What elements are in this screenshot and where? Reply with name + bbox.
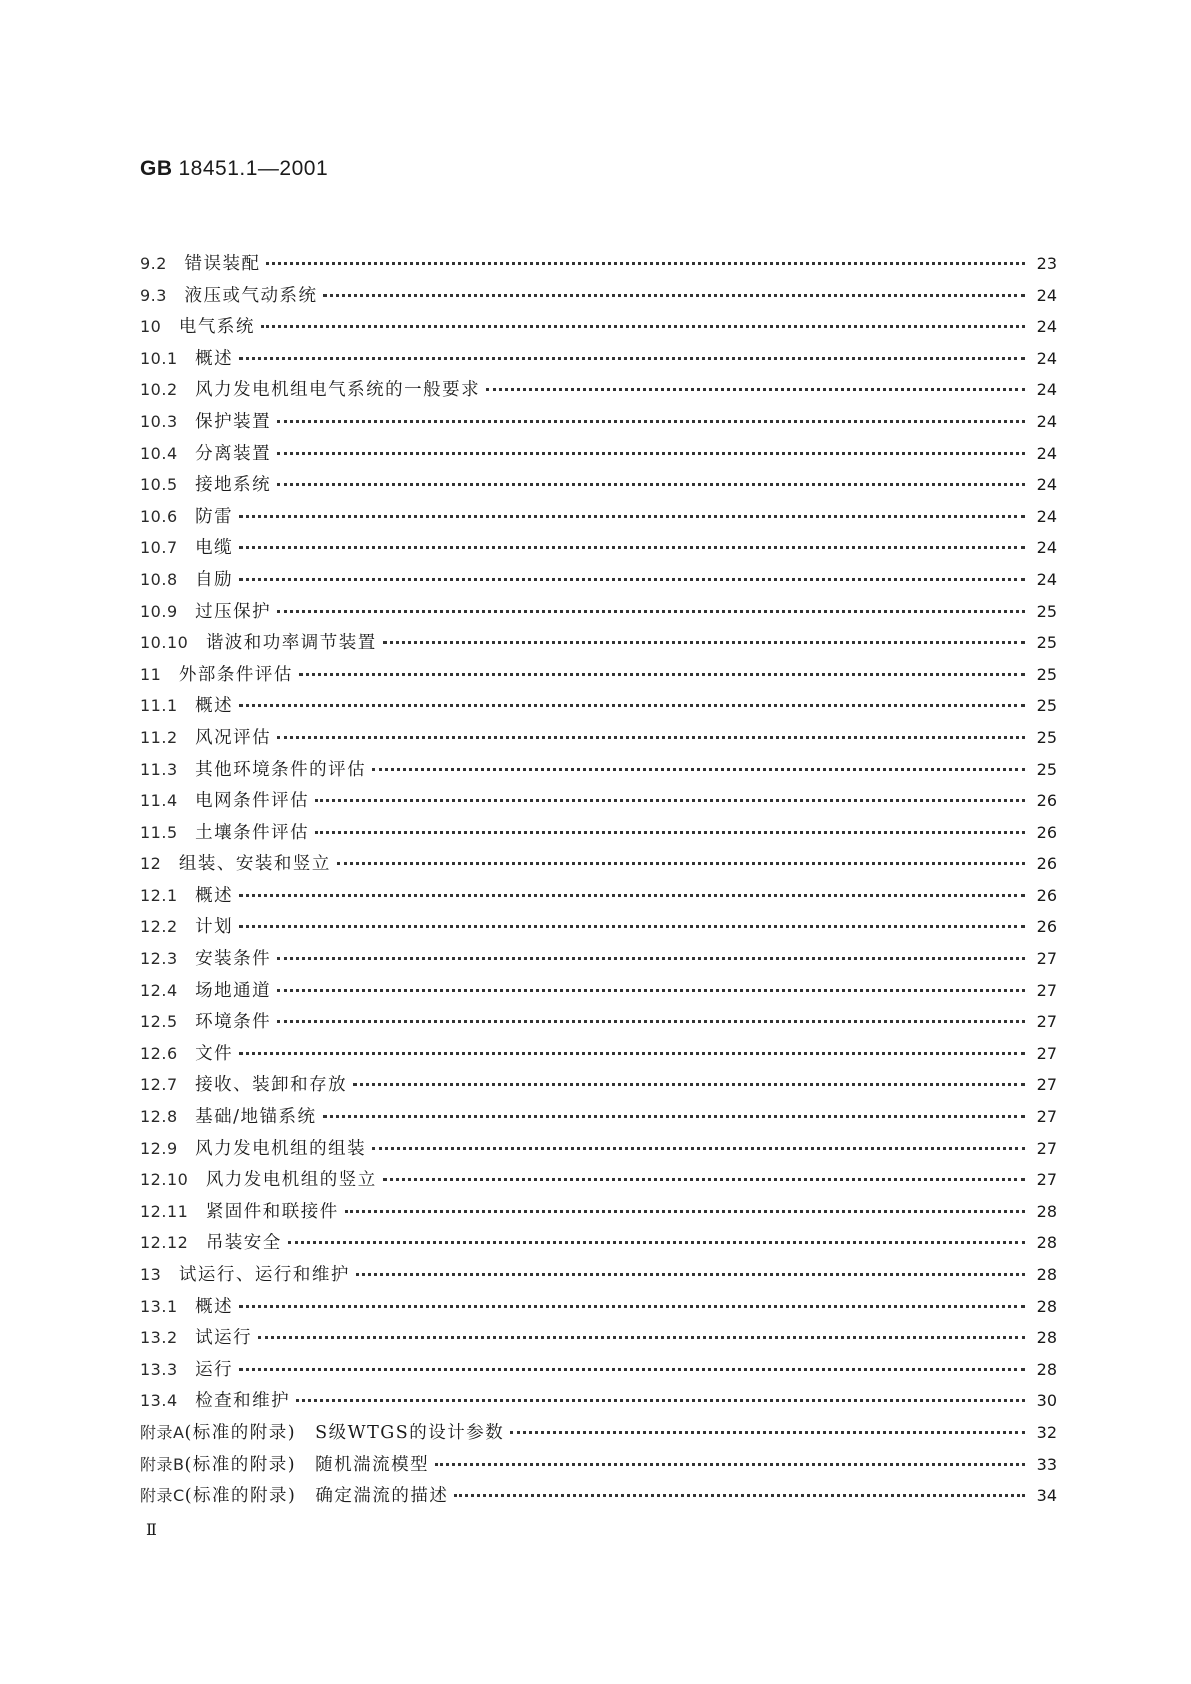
toc-entry-separator xyxy=(178,819,196,844)
toc-entry-title: 组装、安装和竖立 xyxy=(178,854,331,875)
toc-entry-number: 11.5 xyxy=(140,822,178,842)
toc-entry-title: 检查和维护 xyxy=(195,1391,291,1412)
toc-entry-page: 24 xyxy=(1036,285,1057,305)
toc-entry-separator xyxy=(178,440,196,465)
toc-dot-leader xyxy=(277,736,1025,739)
toc-entry-number: 10.5 xyxy=(140,475,178,495)
toc-entry-title: 自励 xyxy=(195,569,234,590)
toc-entry-separator xyxy=(178,471,196,496)
toc-entry-page: 27 xyxy=(1036,1043,1057,1063)
toc-entry[interactable] xyxy=(140,1198,1057,1230)
toc-entry[interactable] xyxy=(140,376,1057,408)
toc-entry-page: 24 xyxy=(1036,380,1057,400)
toc-entry-title: 场地通道 xyxy=(195,980,272,1001)
toc-entry-title: 分离装置 xyxy=(195,443,272,464)
toc-entry-page: 27 xyxy=(1036,1012,1057,1032)
toc-dot-leader xyxy=(315,799,1025,802)
toc-dot-leader xyxy=(383,1178,1025,1181)
toc-entry-title: 运行 xyxy=(195,1359,234,1380)
toc-entry-title: 防雷 xyxy=(195,506,234,527)
toc-entry-number: 12.12 xyxy=(140,1233,189,1253)
toc-dot-leader xyxy=(239,1052,1025,1055)
toc-dot-leader xyxy=(288,1241,1025,1244)
toc-dot-leader xyxy=(337,862,1025,865)
toc-entry-title: 风力发电机组的组装 xyxy=(195,1138,367,1159)
toc-entry-separator xyxy=(167,250,185,275)
toc-entry-title: 其他环境条件的评估 xyxy=(195,759,367,780)
toc-entry-page: 24 xyxy=(1036,348,1057,368)
toc-entry-title: 电网条件评估 xyxy=(195,791,310,812)
toc-dot-leader xyxy=(277,452,1025,455)
toc-entry[interactable] xyxy=(140,1166,1057,1198)
toc-entry[interactable] xyxy=(140,819,1057,851)
toc-entry[interactable] xyxy=(140,440,1057,472)
toc-entry-title: 试运行 xyxy=(195,1328,253,1349)
toc-entry-page: 27 xyxy=(1036,1170,1057,1190)
toc-entry-number: 12.11 xyxy=(140,1201,189,1221)
toc-entry-page: 26 xyxy=(1036,791,1057,811)
toc-entry[interactable] xyxy=(140,1103,1057,1135)
toc-entry-separator xyxy=(188,1229,206,1254)
toc-entry-title: 错误装配 xyxy=(184,254,261,274)
toc-entry-page: 25 xyxy=(1036,633,1057,653)
toc-entry-separator xyxy=(178,787,196,812)
toc-entry-page: 26 xyxy=(1036,854,1057,874)
toc-dot-leader xyxy=(277,989,1025,992)
toc-entry-title: 谐波和功率调节装置 xyxy=(205,633,377,654)
toc-entry-number: 10.9 xyxy=(140,601,178,621)
toc-entry-number: 10.1 xyxy=(140,348,178,368)
standard-number: 18451.1—2001 xyxy=(178,157,329,180)
toc-entry-number: 10.3 xyxy=(140,411,178,431)
toc-dot-leader xyxy=(315,831,1025,834)
toc-entry-page: 24 xyxy=(1036,506,1057,526)
toc-entry-page: 24 xyxy=(1036,411,1057,431)
toc-entry-separator xyxy=(178,534,196,559)
toc-dot-leader xyxy=(299,673,1025,676)
toc-entry-title: 概述 xyxy=(195,696,234,717)
toc-entry[interactable] xyxy=(140,724,1057,756)
toc-entry-title: 过压保护 xyxy=(195,601,272,622)
toc-entry[interactable] xyxy=(140,661,1057,693)
toc-entry-separator xyxy=(178,503,196,528)
toc-entry-page: 23 xyxy=(1036,254,1057,273)
toc-dot-leader xyxy=(261,325,1025,328)
toc-dot-leader xyxy=(239,546,1025,549)
toc-entry[interactable] xyxy=(140,282,1057,314)
toc-entry-page: 25 xyxy=(1036,759,1057,779)
toc-entry-title: 保护装置 xyxy=(195,411,272,432)
toc-entry[interactable] xyxy=(140,787,1057,819)
toc-entry[interactable] xyxy=(140,534,1057,566)
toc-entry-page: 28 xyxy=(1036,1359,1057,1379)
toc-entry-number: 10.8 xyxy=(140,569,178,589)
toc-entry-separator xyxy=(188,629,206,654)
toc-dot-leader xyxy=(239,1368,1025,1371)
toc-entry[interactable] xyxy=(140,1419,1057,1451)
toc-entry[interactable] xyxy=(140,566,1057,598)
toc-entry-number: 10.6 xyxy=(140,506,178,526)
toc-entry[interactable] xyxy=(140,471,1057,503)
toc-entry-separator xyxy=(161,1261,179,1286)
toc-entry-page: 25 xyxy=(1036,601,1057,621)
toc-entry-title: 接收、装卸和存放 xyxy=(195,1075,348,1096)
toc-entry-page: 33 xyxy=(1036,1454,1057,1474)
toc-entry-number: 附录C xyxy=(140,1486,185,1506)
toc-entry-separator xyxy=(178,1356,196,1381)
toc-entry-separator xyxy=(178,345,196,370)
toc-entry[interactable] xyxy=(140,1451,1057,1483)
toc-entry-page: 30 xyxy=(1036,1391,1057,1411)
toc-entry[interactable] xyxy=(140,1356,1057,1388)
toc-entry-separator xyxy=(178,1103,196,1128)
toc-entry-title: 土壤条件评估 xyxy=(195,822,310,843)
toc-entry[interactable] xyxy=(140,1482,1057,1514)
toc-entry[interactable] xyxy=(140,850,1057,882)
toc-entry-separator xyxy=(178,566,196,591)
toc-entry-title: 风况评估 xyxy=(195,727,272,748)
toc-entry-page: 26 xyxy=(1036,822,1057,842)
toc-entry-number: 11.1 xyxy=(140,696,178,716)
toc-entry-number: 9.3 xyxy=(140,285,167,305)
toc-dot-leader xyxy=(372,768,1025,771)
toc-entry-page: 26 xyxy=(1036,917,1057,937)
toc-entry-number: 10.10 xyxy=(140,633,189,653)
toc-dot-leader xyxy=(239,894,1025,897)
toc-entry-title: (标准的附录) 确定湍流的描述 xyxy=(184,1486,449,1507)
toc-entry-number: 12.9 xyxy=(140,1138,178,1158)
toc-entry-separator xyxy=(178,1135,196,1160)
toc-entry-title: 试运行、运行和维护 xyxy=(178,1265,350,1285)
toc-dot-leader xyxy=(345,1210,1025,1213)
toc-entry-number: 12.8 xyxy=(140,1107,178,1127)
toc-entry-number: 12.7 xyxy=(140,1075,178,1095)
toc-entry-page: 27 xyxy=(1036,1138,1057,1158)
toc-dot-leader xyxy=(296,1399,1025,1402)
page-number: Ⅱ xyxy=(146,1520,157,1539)
toc-entry-title: (标准的附录) 随机湍流模型 xyxy=(184,1454,430,1475)
toc-entry-number: 12.5 xyxy=(140,1012,178,1032)
table-of-contents xyxy=(140,250,1057,1514)
toc-entry-page: 28 xyxy=(1036,1328,1057,1348)
toc-entry-number: 13.4 xyxy=(140,1391,178,1411)
toc-dot-leader xyxy=(239,1305,1025,1308)
toc-entry-separator xyxy=(167,282,185,307)
toc-entry-separator xyxy=(161,661,179,686)
toc-entry[interactable] xyxy=(140,882,1057,914)
toc-dot-leader xyxy=(239,578,1025,581)
toc-entry[interactable] xyxy=(140,692,1057,724)
toc-entry-number: 12.10 xyxy=(140,1170,189,1190)
toc-entry-number: 12 xyxy=(140,854,162,874)
toc-entry-page: 32 xyxy=(1036,1422,1057,1442)
toc-entry-separator xyxy=(178,408,196,433)
toc-entry-separator xyxy=(178,1071,196,1096)
toc-entry-number: 11 xyxy=(140,664,162,684)
toc-entry-title: 液压或气动系统 xyxy=(184,285,318,306)
toc-dot-leader xyxy=(383,641,1025,644)
toc-entry-number: 12.4 xyxy=(140,980,178,1000)
toc-entry-title: 电缆 xyxy=(195,538,234,559)
toc-entry-number: 13.1 xyxy=(140,1296,178,1316)
toc-dot-leader xyxy=(454,1494,1025,1497)
toc-entry-separator xyxy=(178,977,196,1002)
toc-entry-page: 28 xyxy=(1036,1233,1057,1253)
toc-entry[interactable] xyxy=(140,598,1057,630)
document-header xyxy=(140,157,328,181)
toc-dot-leader xyxy=(372,1147,1025,1150)
toc-entry-number: 附录A xyxy=(140,1422,185,1442)
toc-entry-number: 12.2 xyxy=(140,917,178,937)
toc-entry-page: 28 xyxy=(1036,1265,1057,1284)
toc-dot-leader xyxy=(277,1020,1025,1023)
toc-entry[interactable] xyxy=(140,1324,1057,1356)
toc-entry-separator xyxy=(161,313,179,338)
toc-entry[interactable] xyxy=(140,313,1057,345)
toc-entry-separator xyxy=(188,1198,206,1223)
toc-entry-title: 环境条件 xyxy=(195,1012,272,1033)
toc-entry-number: 11.3 xyxy=(140,759,178,779)
toc-entry-number: 12.6 xyxy=(140,1043,178,1063)
toc-entry[interactable] xyxy=(140,250,1057,282)
toc-entry-number: 9.2 xyxy=(140,254,167,273)
toc-entry-page: 27 xyxy=(1036,949,1057,969)
toc-dot-leader xyxy=(323,1115,1025,1118)
toc-entry-separator xyxy=(178,913,196,938)
toc-dot-leader xyxy=(277,957,1025,960)
toc-entry[interactable] xyxy=(140,977,1057,1009)
toc-entry-title: 吊装安全 xyxy=(205,1233,282,1254)
toc-entry-number: 10.4 xyxy=(140,443,178,463)
toc-entry-separator xyxy=(178,1387,196,1412)
toc-entry[interactable] xyxy=(140,945,1057,977)
toc-entry[interactable] xyxy=(140,1229,1057,1261)
toc-entry-separator xyxy=(178,692,196,717)
toc-entry-title: (标准的附录) S级WTGS的设计参数 xyxy=(184,1422,505,1443)
toc-entry-title: 概述 xyxy=(195,1296,234,1317)
toc-entry[interactable] xyxy=(140,1008,1057,1040)
toc-entry[interactable] xyxy=(140,913,1057,945)
toc-entry-title: 风力发电机组电气系统的一般要求 xyxy=(195,380,481,401)
toc-entry-separator xyxy=(178,598,196,623)
toc-entry-number: 13.2 xyxy=(140,1328,178,1348)
toc-dot-leader xyxy=(239,357,1025,360)
toc-dot-leader xyxy=(510,1431,1025,1434)
toc-entry-separator xyxy=(178,1324,196,1349)
toc-entry-page: 24 xyxy=(1036,317,1057,337)
toc-dot-leader xyxy=(277,483,1025,486)
toc-entry[interactable] xyxy=(140,1261,1057,1293)
toc-dot-leader xyxy=(356,1273,1025,1276)
toc-entry-page: 26 xyxy=(1036,885,1057,905)
toc-entry[interactable] xyxy=(140,408,1057,440)
toc-entry-separator xyxy=(178,882,196,907)
toc-entry-number: 11.2 xyxy=(140,727,178,747)
toc-entry-number: 12.1 xyxy=(140,885,178,905)
toc-entry-title: 接地系统 xyxy=(195,475,272,496)
toc-entry-page: 24 xyxy=(1036,443,1057,463)
toc-dot-leader xyxy=(239,704,1025,707)
toc-entry-title: 风力发电机组的竖立 xyxy=(205,1170,377,1191)
toc-entry-page: 27 xyxy=(1036,1107,1057,1127)
toc-entry-page: 24 xyxy=(1036,475,1057,495)
toc-entry-number: 13.3 xyxy=(140,1359,178,1379)
toc-entry-separator xyxy=(178,945,196,970)
toc-entry-number: 10 xyxy=(140,317,162,337)
toc-entry[interactable] xyxy=(140,1040,1057,1072)
toc-entry[interactable] xyxy=(140,503,1057,535)
toc-dot-leader xyxy=(486,388,1025,391)
toc-entry-page: 28 xyxy=(1036,1296,1057,1316)
toc-entry-page: 25 xyxy=(1036,727,1057,747)
toc-dot-leader xyxy=(239,925,1025,928)
toc-entry-page: 24 xyxy=(1036,538,1057,558)
toc-dot-leader xyxy=(258,1336,1025,1339)
toc-entry-page: 25 xyxy=(1036,664,1057,684)
toc-entry-number: 12.3 xyxy=(140,949,178,969)
toc-dot-leader xyxy=(353,1083,1025,1086)
toc-dot-leader xyxy=(277,610,1025,613)
toc-entry-page: 24 xyxy=(1036,569,1057,589)
toc-entry-title: 电气系统 xyxy=(178,317,255,338)
toc-entry[interactable] xyxy=(140,345,1057,377)
toc-entry-title: 概述 xyxy=(195,885,234,906)
toc-dot-leader xyxy=(266,262,1025,265)
toc-entry[interactable] xyxy=(140,629,1057,661)
toc-entry-separator xyxy=(161,850,179,875)
toc-entry-title: 基础/地锚系统 xyxy=(195,1107,317,1128)
toc-entry-number: 10.7 xyxy=(140,538,178,558)
toc-entry-number: 附录B xyxy=(140,1454,185,1474)
toc-entry-title: 概述 xyxy=(195,348,234,369)
toc-dot-leader xyxy=(323,294,1025,297)
toc-entry-separator xyxy=(178,1040,196,1065)
toc-entry[interactable] xyxy=(140,1135,1057,1167)
toc-entry[interactable] xyxy=(140,1387,1057,1419)
toc-entry-page: 27 xyxy=(1036,980,1057,1000)
toc-entry-title: 文件 xyxy=(195,1043,234,1064)
toc-entry-title: 计划 xyxy=(195,917,234,938)
toc-entry-separator xyxy=(178,1008,196,1033)
toc-entry-separator xyxy=(178,1293,196,1318)
toc-entry-page: 34 xyxy=(1036,1486,1057,1506)
toc-entry-separator xyxy=(178,756,196,781)
toc-entry-title: 安装条件 xyxy=(195,949,272,970)
toc-entry[interactable] xyxy=(140,1071,1057,1103)
toc-dot-leader xyxy=(435,1463,1025,1466)
toc-entry-number: 13 xyxy=(140,1265,162,1284)
standard-prefix: GB xyxy=(140,157,173,180)
toc-entry-separator xyxy=(178,724,196,749)
toc-dot-leader xyxy=(239,515,1025,518)
toc-entry-page: 28 xyxy=(1036,1201,1057,1221)
toc-entry-number: 11.4 xyxy=(140,791,178,811)
toc-entry-title: 外部条件评估 xyxy=(178,664,293,685)
toc-entry[interactable] xyxy=(140,1293,1057,1325)
toc-entry-number: 10.2 xyxy=(140,380,178,400)
toc-entry-separator xyxy=(188,1166,206,1191)
toc-dot-leader xyxy=(277,420,1025,423)
toc-entry-page: 27 xyxy=(1036,1075,1057,1095)
toc-entry[interactable] xyxy=(140,756,1057,788)
toc-entry-separator xyxy=(178,376,196,401)
toc-entry-title: 紧固件和联接件 xyxy=(205,1201,339,1222)
toc-entry-page: 25 xyxy=(1036,696,1057,716)
